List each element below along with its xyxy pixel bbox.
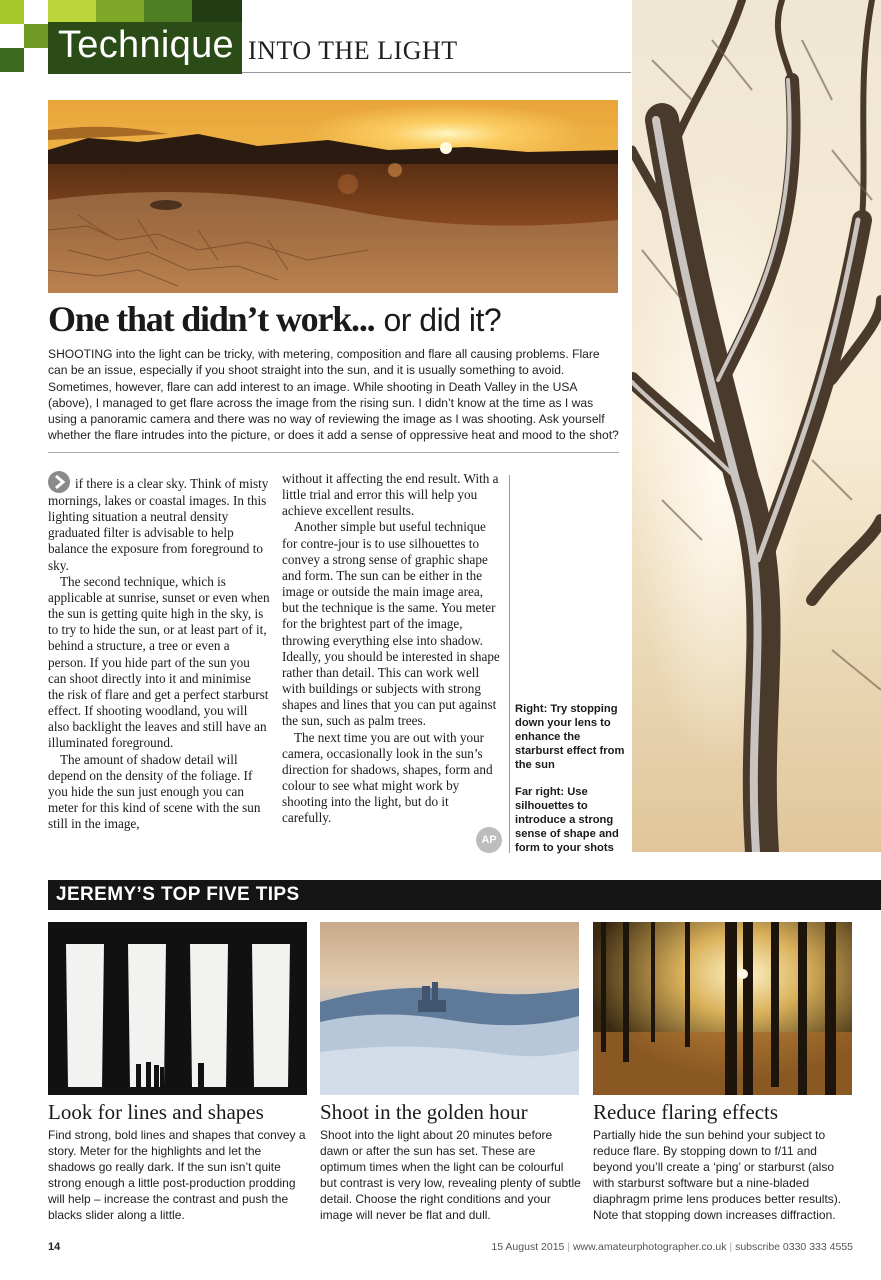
sunlit-forest-photo: [593, 922, 852, 1095]
intro-paragraph: SHOOTING into the light can be tricky, with metering, composition and flare all causing problems. Flare can be an issue, especially if you shoot straight into the sun, and it is usually something to avoid. Sometimes, however, flare can add interest to an image. While shooting in Death Valley in the USA (above), I managed to get flare across the image from the rising sun. I didn’t know at the time as I was using a panoramic camera and there was no way of reviewing the image as I was shooting. Ask yourself whether the flare intrudes into the picture, or does it add a sense of oppressive heat and mood to the shot?: [48, 347, 619, 443]
page-number: 14: [48, 1241, 61, 1253]
caption-right: Right: Try stopping down your lens to enhance the starburst effect from the sun: [515, 703, 625, 771]
end-mark-logo: AP: [476, 827, 502, 853]
tip-body: Shoot into the light about 20 minutes before dawn or after the sun has set. These are optimum times when the light can be colourful but contrast is very low, revealing plenty of subtle detail. Choose the right conditions and your image will never be flat and dull.: [320, 1128, 581, 1223]
frosted-tree-starburst-photo: [632, 0, 881, 852]
footer-website[interactable]: www.amateurphotographer.co.uk: [572, 1241, 727, 1253]
tip-heading: Reduce flaring effects: [593, 1100, 779, 1124]
body-column-2: [282, 471, 500, 826]
headline-light: or did it?: [383, 302, 502, 338]
feature-headline: [48, 300, 501, 340]
footer-date: 15 August 2015: [491, 1241, 565, 1253]
body-paragraph: The amount of shadow detail will depend on the density of the foliage. If you hide the sun just enough you can meter for this kind of scene with the sun still in the image,: [48, 751, 261, 832]
caption-far-right: Far right: Use silhouettes to introduce a strong sense of shape and form to your shots: [515, 786, 619, 854]
header-accent-square: [0, 48, 24, 72]
header-accent-square: [24, 24, 48, 48]
tip-heading: Shoot in the golden hour: [320, 1100, 528, 1124]
body-paragraph: The second technique, which is applicable at sunrise, sunset or even when the sun is getting quite high in the sky, is to try to hide the sun, or at least part of it, behind a structure, a tree or even a person. If you hide part of the sun you can shoot directly into it and minimise the risk of flare and get a perfect starburst effect. If shooting woodland, you will also backlight the leaves and still have an illuminated foreground.: [48, 573, 270, 751]
tip-heading: Look for lines and shapes: [48, 1100, 264, 1124]
tip-body: Find strong, bold lines and shapes that convey a story. Meter for the highlights and let the shadows go really dark. If the sun isn’t quite strong enough a little post-production prodding will help – increase the contrast and push the blacks slider along a little.: [48, 1128, 306, 1223]
body-paragraph: without it affecting the end result. With a little trial and error this will help you achieve excellent results.: [282, 471, 499, 519]
misty-castle-photo: [320, 922, 579, 1095]
column-divider: [509, 475, 510, 853]
header-accent-square: [96, 0, 144, 22]
body-paragraph: if there is a clear sky. Think of misty mornings, lakes or coastal images. In this lighting situation a neutral density graduated filter is advisable to help balance the exposure from foreground to sky.: [48, 471, 270, 574]
page-footer: 15 August 2015 | www.amateurphotographer.co.uk | subscribe 0330 333 4555: [491, 1241, 853, 1253]
footer-subscribe: subscribe 0330 333 4555: [735, 1241, 853, 1253]
body-paragraph: Another simple but useful technique for contre-jour is to use silhouettes to convey a strong sense of graphic shape and form. The sun can be either in the image or outside the main image area, but the technique is the same. You meter for the brightest part of the image, throwing everything else into shadow. Ideally, you should be interested in shape rather than detail. This can work well with buildings or subjects with strong shapes and lines that you can put against the sun, such as palm trees.: [282, 519, 500, 729]
body-paragraph: The next time you are out with your camera, occasionally look in the sun’s direction for shadows, shapes, form and colour to see what might work by shooting into the light, but do it carefully.: [282, 729, 493, 826]
silhouette-columns-photo: [48, 922, 307, 1095]
section-subtitle: INTO THE LIGHT: [248, 36, 458, 65]
header-rule: [242, 72, 631, 73]
intro-divider: [48, 452, 619, 453]
header-accent-square: [0, 0, 24, 24]
death-valley-sunrise-photo: [48, 100, 618, 293]
tip-body: Partially hide the sun behind your subject to reduce flare. By stopping down to f/11 and beyond you’ll create a ‘ping’ or starburst (also with starburst software but a nine-bladed diaphragm prime lens produces better results). Note that stopping down increases diffraction.: [593, 1128, 842, 1223]
header-accent-square: [144, 0, 192, 22]
body-column-1: [48, 471, 270, 832]
headline-bold: One that didn’t work...: [48, 299, 375, 339]
tips-title: JEREMY’S TOP FIVE TIPS: [56, 884, 300, 905]
continue-arrow-icon: [48, 471, 70, 493]
section-title: Technique: [58, 24, 234, 66]
header-accent-square: [48, 0, 96, 22]
